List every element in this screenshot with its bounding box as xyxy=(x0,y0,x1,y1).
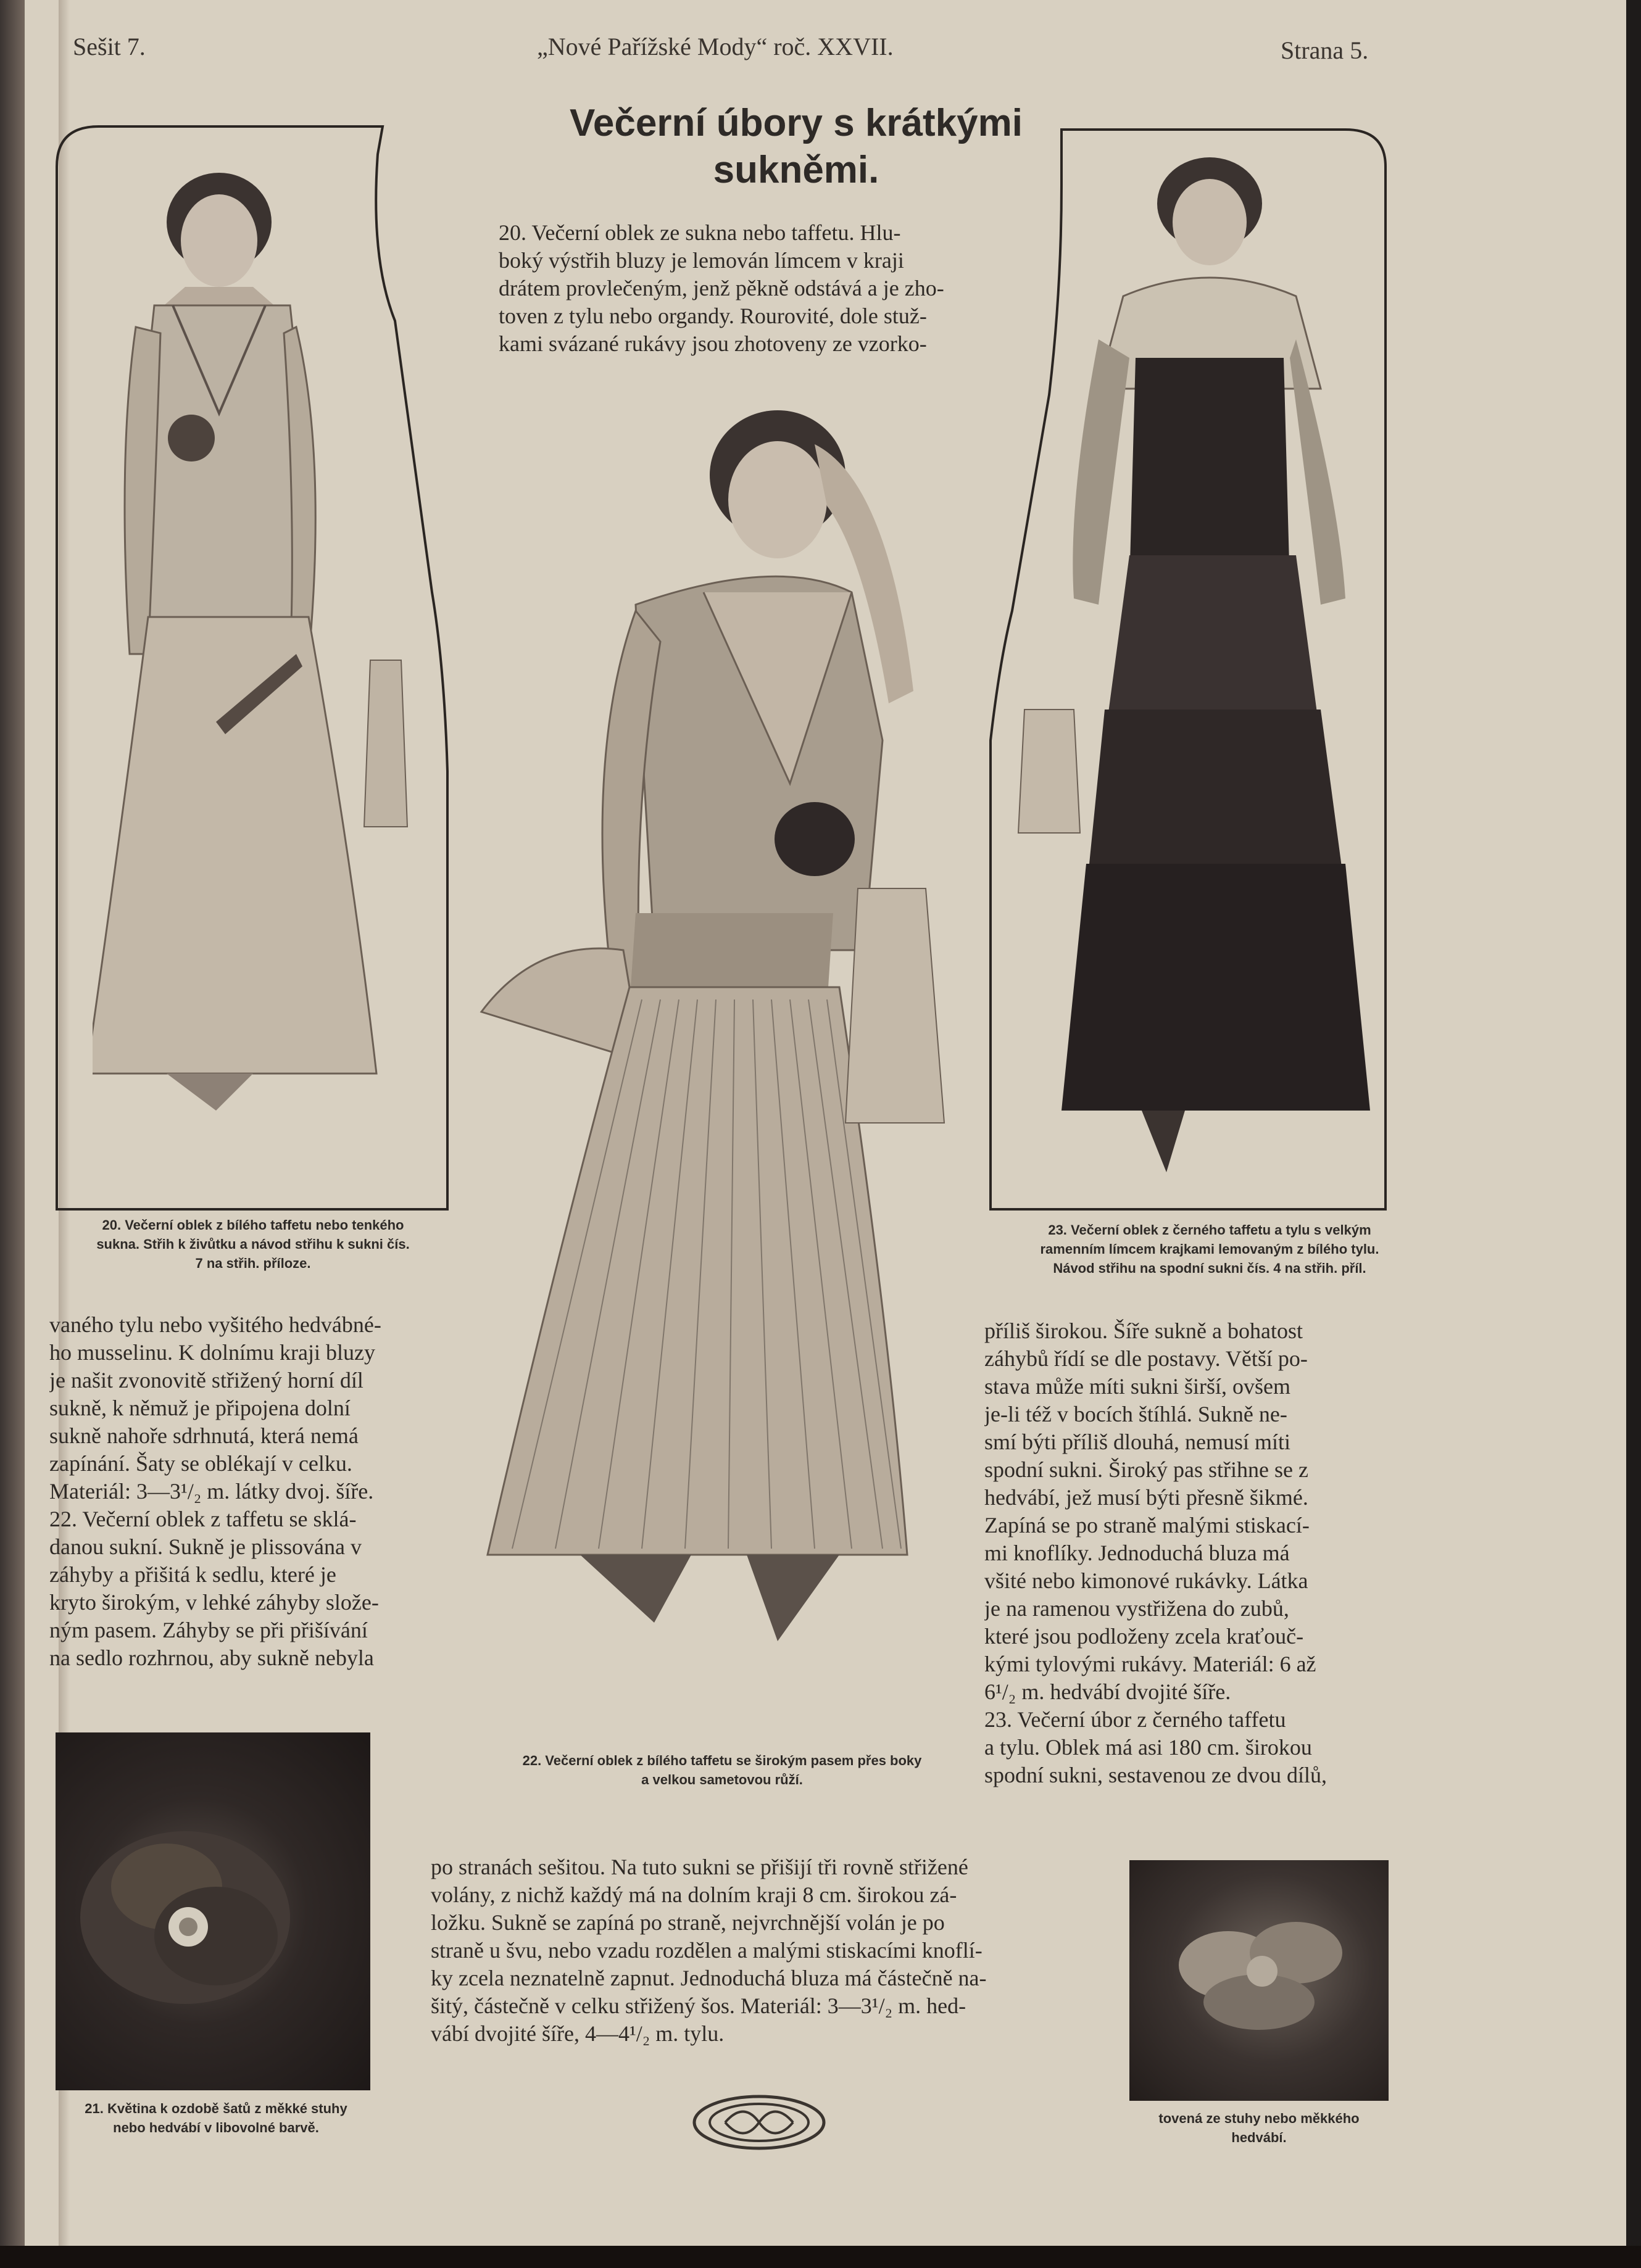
text-line: je na ramenou vystřižena do zubů, xyxy=(984,1596,1289,1621)
text-line: vábí dvojité šíře, 4—4¹/₂ m. tylu. xyxy=(431,2021,725,2046)
caption-line: 22. Večerní oblek z bílého taffetu se širokým pasem přes boky xyxy=(522,1753,922,1768)
text-line: záhybů řídí se dle postavy. Větší po- xyxy=(984,1346,1308,1371)
page-number: Strana 5. xyxy=(1281,36,1369,64)
text-line: 22. Večerní oblek z taffetu se sklá- xyxy=(49,1507,357,1531)
text-line: straně u švu, nebo vzadu rozdělen a malými stiskacími knoflí- xyxy=(431,1938,983,1963)
caption-fig23 xyxy=(994,1220,1426,1278)
text-line: sukně nahoře sdrhnutá, která nemá xyxy=(49,1423,359,1448)
text-line: které jsou podloženy zcela kraťouč- xyxy=(984,1624,1304,1649)
text-line: a tylu. Oblek má asi 180 cm. širokou xyxy=(984,1735,1312,1760)
fashion-illustration-20 xyxy=(93,148,438,1197)
text-line: ložku. Sukně se zapíná po straně, nejvrchnější volán je po xyxy=(431,1910,945,1935)
text-line: Materiál: 3—3¹/₂ m. látky dvoj. šíře. xyxy=(49,1479,374,1504)
text-line: kryto širokým, v lehké záhyby slože- xyxy=(49,1590,379,1615)
title-line-1: Večerní úbory s krátkými xyxy=(569,102,1023,144)
ornament-logo xyxy=(688,2088,830,2156)
fashion-illustration-23 xyxy=(1000,154,1382,1203)
fashion-illustration-22 xyxy=(457,395,1012,1752)
text-line: spodní sukni. Široký pas střihne se z xyxy=(984,1457,1308,1482)
text-line: 6¹/₂ m. hedvábí dvojité šíře. xyxy=(984,1679,1231,1704)
intro-line: 20. Večerní oblek ze sukna nebo taffetu. Hlu- xyxy=(499,220,901,245)
caption-fig20 xyxy=(43,1215,463,1273)
text-line: ným pasem. Záhyby se při přišívání xyxy=(49,1618,368,1642)
text-line: danou sukní. Sukně je plissována v xyxy=(49,1534,362,1559)
text-line: je našit zvonovitě střižený horní díl xyxy=(49,1368,364,1393)
text-line: vaného tylu nebo vyšitého hedvábné- xyxy=(49,1312,381,1337)
text-line: po stranách sešitou. Na tuto sukni se přišijí tři rovně střižené xyxy=(431,1855,968,1879)
caption-fig24 xyxy=(1123,2109,1395,2147)
intro-line: boký výstřih bluzy je lemován límcem v kraji xyxy=(499,248,904,273)
title-line-2: sukněmi. xyxy=(713,149,879,191)
caption-line: 23. Večerní oblek z černého taffetu a tylu s velkým xyxy=(1048,1222,1371,1238)
text-line: ky zcela neznatelně zapnut. Jednoduchá bluza má částečně na- xyxy=(431,1966,987,1990)
ribbon-photo xyxy=(1129,1860,1389,2101)
text-line: záhyby a přišitá k sedlu, které je xyxy=(49,1562,336,1587)
bottom-paragraph xyxy=(431,1853,1085,2048)
text-line: Zapíná se po straně malými stiskací- xyxy=(984,1513,1310,1538)
caption-fig21 xyxy=(43,2099,389,2137)
caption-line: ramenním límcem krajkami lemovaným z bílého tylu. xyxy=(1040,1241,1379,1257)
text-line: volány, z nichž každý má na dolním kraji 8 cm. širokou zá- xyxy=(431,1882,957,1907)
caption-line: 20. Večerní oblek z bílého taffetu nebo tenkého xyxy=(102,1217,404,1233)
text-line: ho musselinu. K dolnímu kraji bluzy xyxy=(49,1340,375,1365)
caption-line: sukna. Střih k živůtku a návod střihu k sukni čís. xyxy=(96,1236,410,1252)
text-line: na sedlo rozhrnou, aby sukně nebyla xyxy=(49,1645,374,1670)
caption-fig22 xyxy=(457,1751,987,1789)
flower-photo-21 xyxy=(56,1732,370,2090)
text-line: hedvábí, jež musí býti přesně šikmé. xyxy=(984,1485,1308,1510)
caption-line: Návod střihu na spodní sukni čís. 4 na střih. příl. xyxy=(1053,1260,1366,1276)
issue-number: Sešit 7. xyxy=(73,33,146,60)
text-line: mi knoflíky. Jednoduchá bluza má xyxy=(984,1541,1290,1565)
caption-line: hedvábí. xyxy=(1231,2130,1287,2145)
text-line: zapínání. Šaty se oblékají v celku. xyxy=(49,1451,352,1476)
text-line: smí býti příliš dlouhá, nemusí míti xyxy=(984,1430,1291,1454)
intro-line: kami svázané rukávy jsou zhotoveny ze vzorko- xyxy=(499,331,927,356)
caption-line: nebo hedvábí v libovolné barvě. xyxy=(113,2120,319,2135)
text-line: spodní sukni, sestavenou ze dvou dílů, xyxy=(984,1763,1327,1787)
caption-line: 21. Květina k ozdobě šatů z měkké stuhy xyxy=(85,2101,347,2116)
intro-line: toven z tylu nebo organdy. Rourovité, dole stuž- xyxy=(499,304,927,328)
flower-rosette xyxy=(56,1732,370,2090)
ribbon-bow xyxy=(1129,1860,1389,2101)
text-line: stava může míti sukni širší, ovšem xyxy=(984,1374,1290,1399)
caption-line: a velkou sametovou růží. xyxy=(641,1772,803,1787)
text-line: příliš širokou. Šíře sukně a bohatost xyxy=(984,1318,1303,1343)
text-line: všité nebo kimonové rukávky. Látka xyxy=(984,1568,1308,1593)
text-line: sukně, k němuž je připojena dolní xyxy=(49,1396,351,1420)
right-column-text xyxy=(984,1317,1404,1789)
left-column-text xyxy=(49,1311,463,1672)
text-line: kými tylovými rukávy. Materiál: 6 až xyxy=(984,1652,1316,1676)
caption-line: 7 na střih. příloze. xyxy=(195,1256,311,1271)
magazine-title: „Nové Pařížské Mody“ roč. XXVII. xyxy=(537,33,894,60)
text-line: je-li též v bocích štíhlá. Sukně ne- xyxy=(984,1402,1287,1426)
intro-line: drátem provlečeným, jenž pěkně odstává a je zho- xyxy=(499,276,944,300)
text-line: šitý, částečně v celku střižený šos. Materiál: 3—3¹/₂ m. hed- xyxy=(431,1993,966,2018)
text-line: 23. Večerní úbor z černého taffetu xyxy=(984,1707,1286,1732)
caption-line: tovená ze stuhy nebo měkkého xyxy=(1158,2111,1360,2126)
